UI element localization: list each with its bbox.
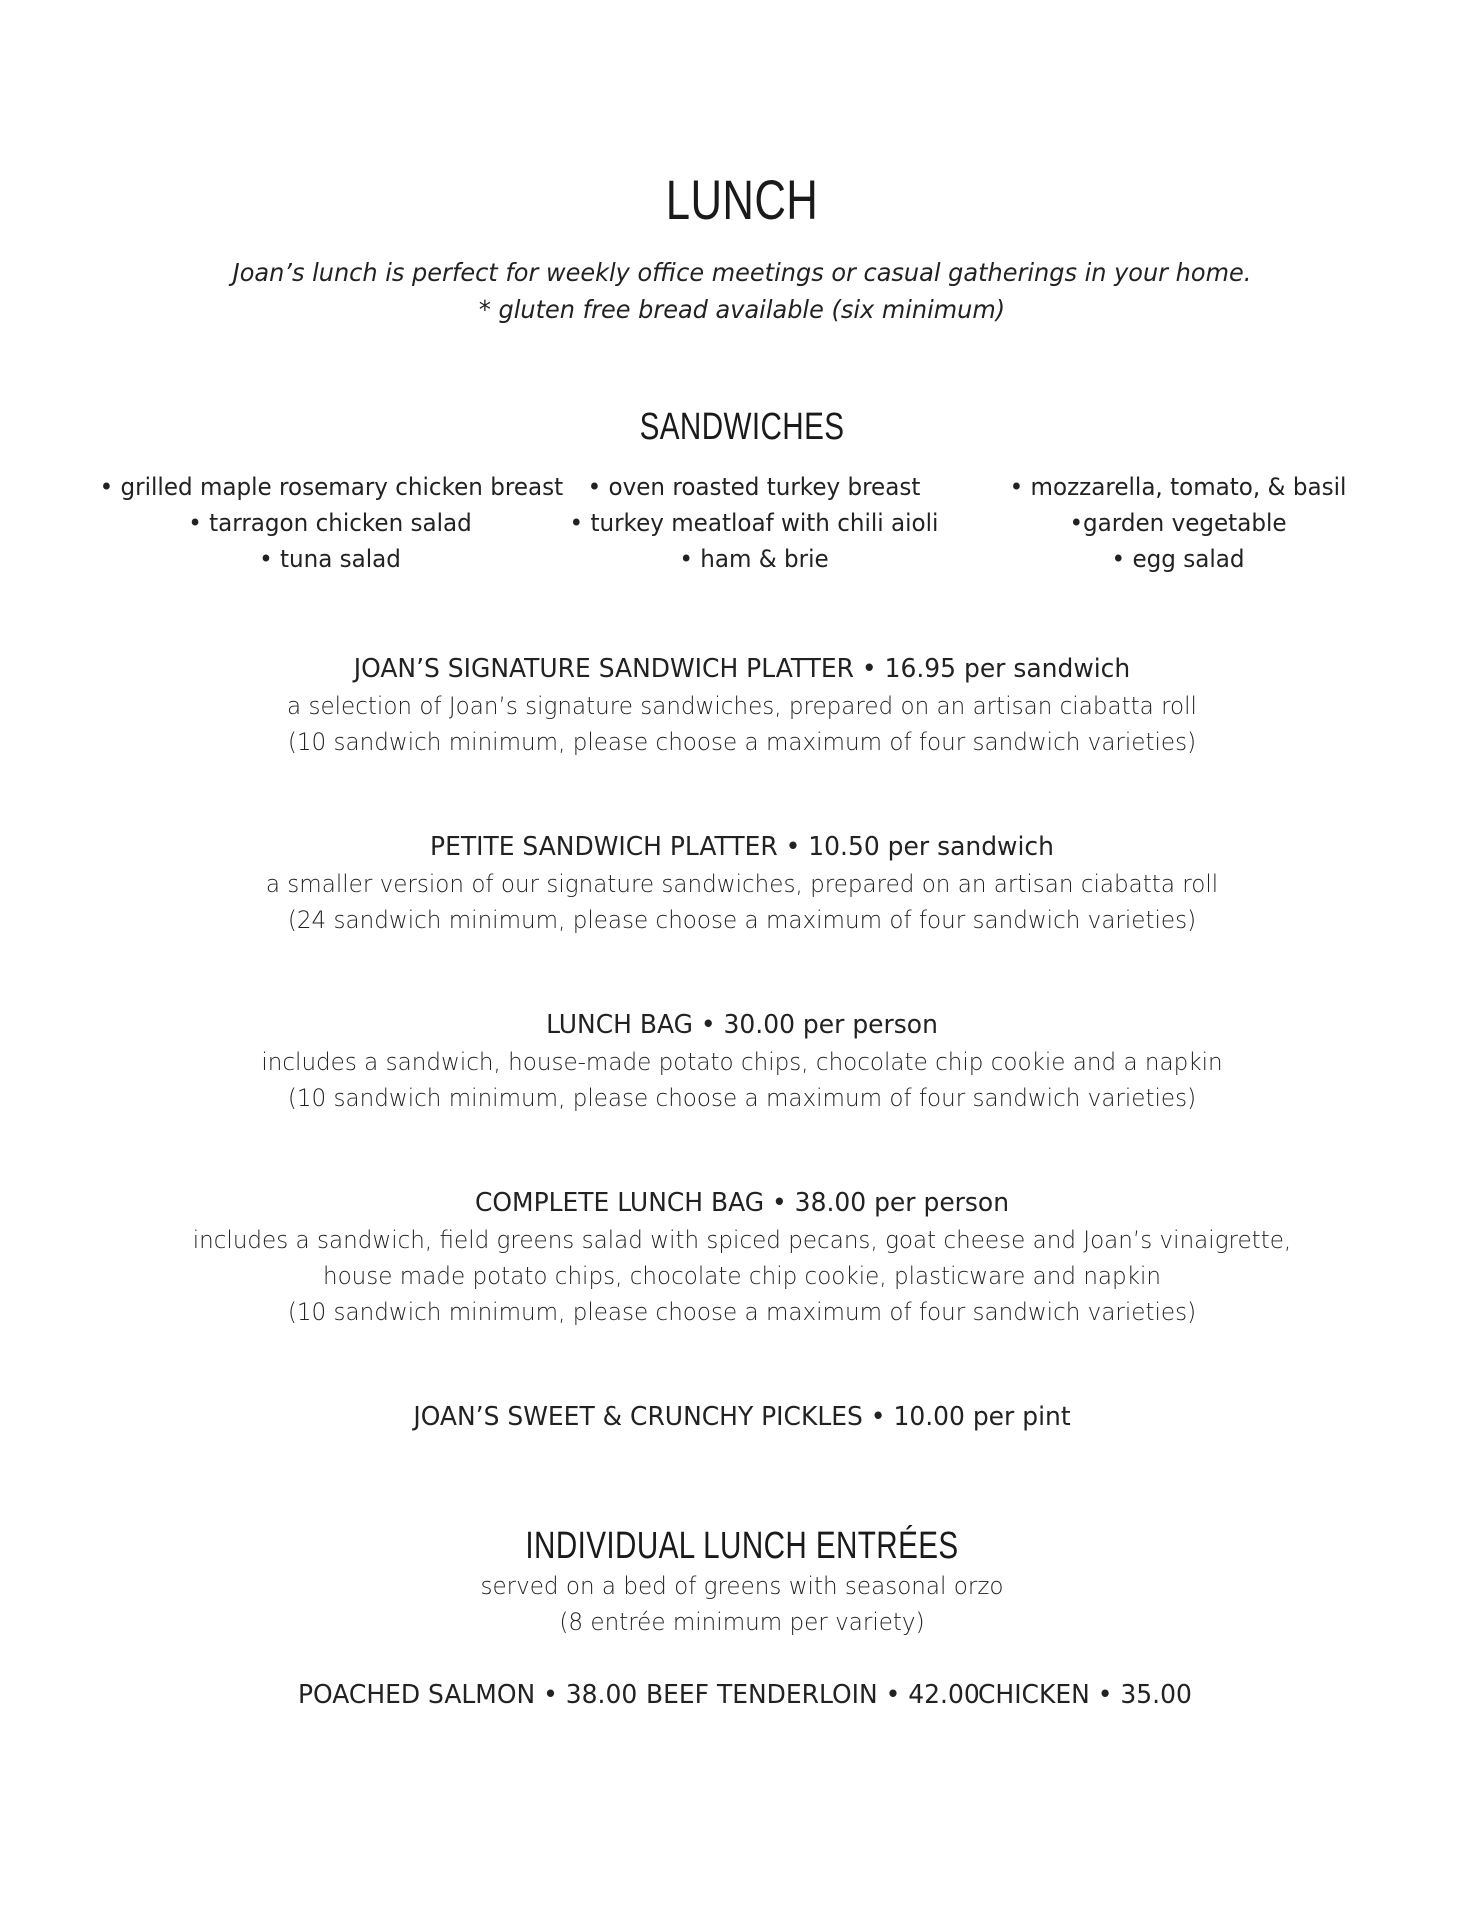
gluten-free-note: * gluten free bread available (six minimum) — [478, 295, 1006, 324]
menu-item-note: (10 sandwich minimum, please choose a maximum of four sandwich varieties) — [287, 1084, 1197, 1112]
intro-line: Joan’s lunch is perfect for weekly office meetings or casual gatherings in your home. — [232, 258, 1252, 287]
sandwich-option: • oven roasted turkey breast — [587, 473, 921, 501]
sandwich-option: • egg salad — [1111, 545, 1245, 573]
menu-item-description: includes a sandwich, field greens salad with spiced pecans, goat cheese and Joan’s vinaigrette, — [192, 1226, 1292, 1254]
menu-item-title: JOAN’S SWEET & CRUNCHY PICKLES • 10.00 per pint — [413, 1402, 1071, 1432]
menu-item-title: PETITE SANDWICH PLATTER • 10.50 per sandwich — [430, 832, 1054, 862]
sandwiches-heading: SANDWICHES — [639, 406, 845, 448]
sandwich-option: • ham & brie — [679, 545, 829, 573]
menu-item-description: house made potato chips, chocolate chip cookie, plasticware and napkin — [322, 1262, 1162, 1290]
menu-item-description: a smaller version of our signature sandwiches, prepared on an artisan ciabatta roll — [265, 870, 1219, 898]
sandwich-option: • mozzarella, tomato, & basil — [1009, 473, 1347, 501]
entree-option: BEEF TENDERLOIN • 42.00 — [646, 1680, 980, 1710]
menu-item-title: COMPLETE LUNCH BAG • 38.00 per person — [474, 1188, 1010, 1218]
entree-options-row — [0, 1676, 1484, 1716]
entrees-heading: INDIVIDUAL LUNCH ENTRÉES — [525, 1525, 959, 1567]
menu-item-title: JOAN’S SIGNATURE SANDWICH PLATTER • 16.95 per sandwich — [353, 654, 1131, 684]
sandwich-option: • grilled maple rosemary chicken breast — [99, 473, 564, 501]
entree-option: CHICKEN • 35.00 — [978, 1680, 1192, 1710]
menu-item-title: LUNCH BAG • 30.00 per person — [546, 1010, 938, 1040]
sandwich-option: •garden vegetable — [1069, 509, 1287, 537]
menu-item-description: a selection of Joan’s signature sandwiches, prepared on an artisan ciabatta roll — [287, 692, 1197, 720]
menu-item-description: includes a sandwich, house-made potato chips, chocolate chip cookie and a napkin — [261, 1048, 1223, 1076]
sandwich-option: • turkey meatloaf with chili aioli — [569, 509, 939, 537]
menu-item-note: (10 sandwich minimum, please choose a maximum of four sandwich varieties) — [287, 1298, 1197, 1326]
sandwich-option: • tarragon chicken salad — [188, 509, 472, 537]
sandwich-column-3 — [938, 469, 1418, 577]
sandwich-option: • tuna salad — [259, 545, 401, 573]
menu-item-note: (10 sandwich minimum, please choose a maximum of four sandwich varieties) — [287, 728, 1197, 756]
page-title: LUNCH — [665, 168, 819, 231]
entree-option: POACHED SALMON • 38.00 — [298, 1680, 638, 1710]
menu-item-note: (24 sandwich minimum, please choose a maximum of four sandwich varieties) — [287, 906, 1197, 934]
sandwich-column-1 — [90, 469, 570, 577]
entrees-note: (8 entrée minimum per variety) — [559, 1608, 925, 1636]
sandwich-column-2 — [514, 469, 994, 577]
entrees-description: served on a bed of greens with seasonal orzo — [480, 1572, 1004, 1600]
